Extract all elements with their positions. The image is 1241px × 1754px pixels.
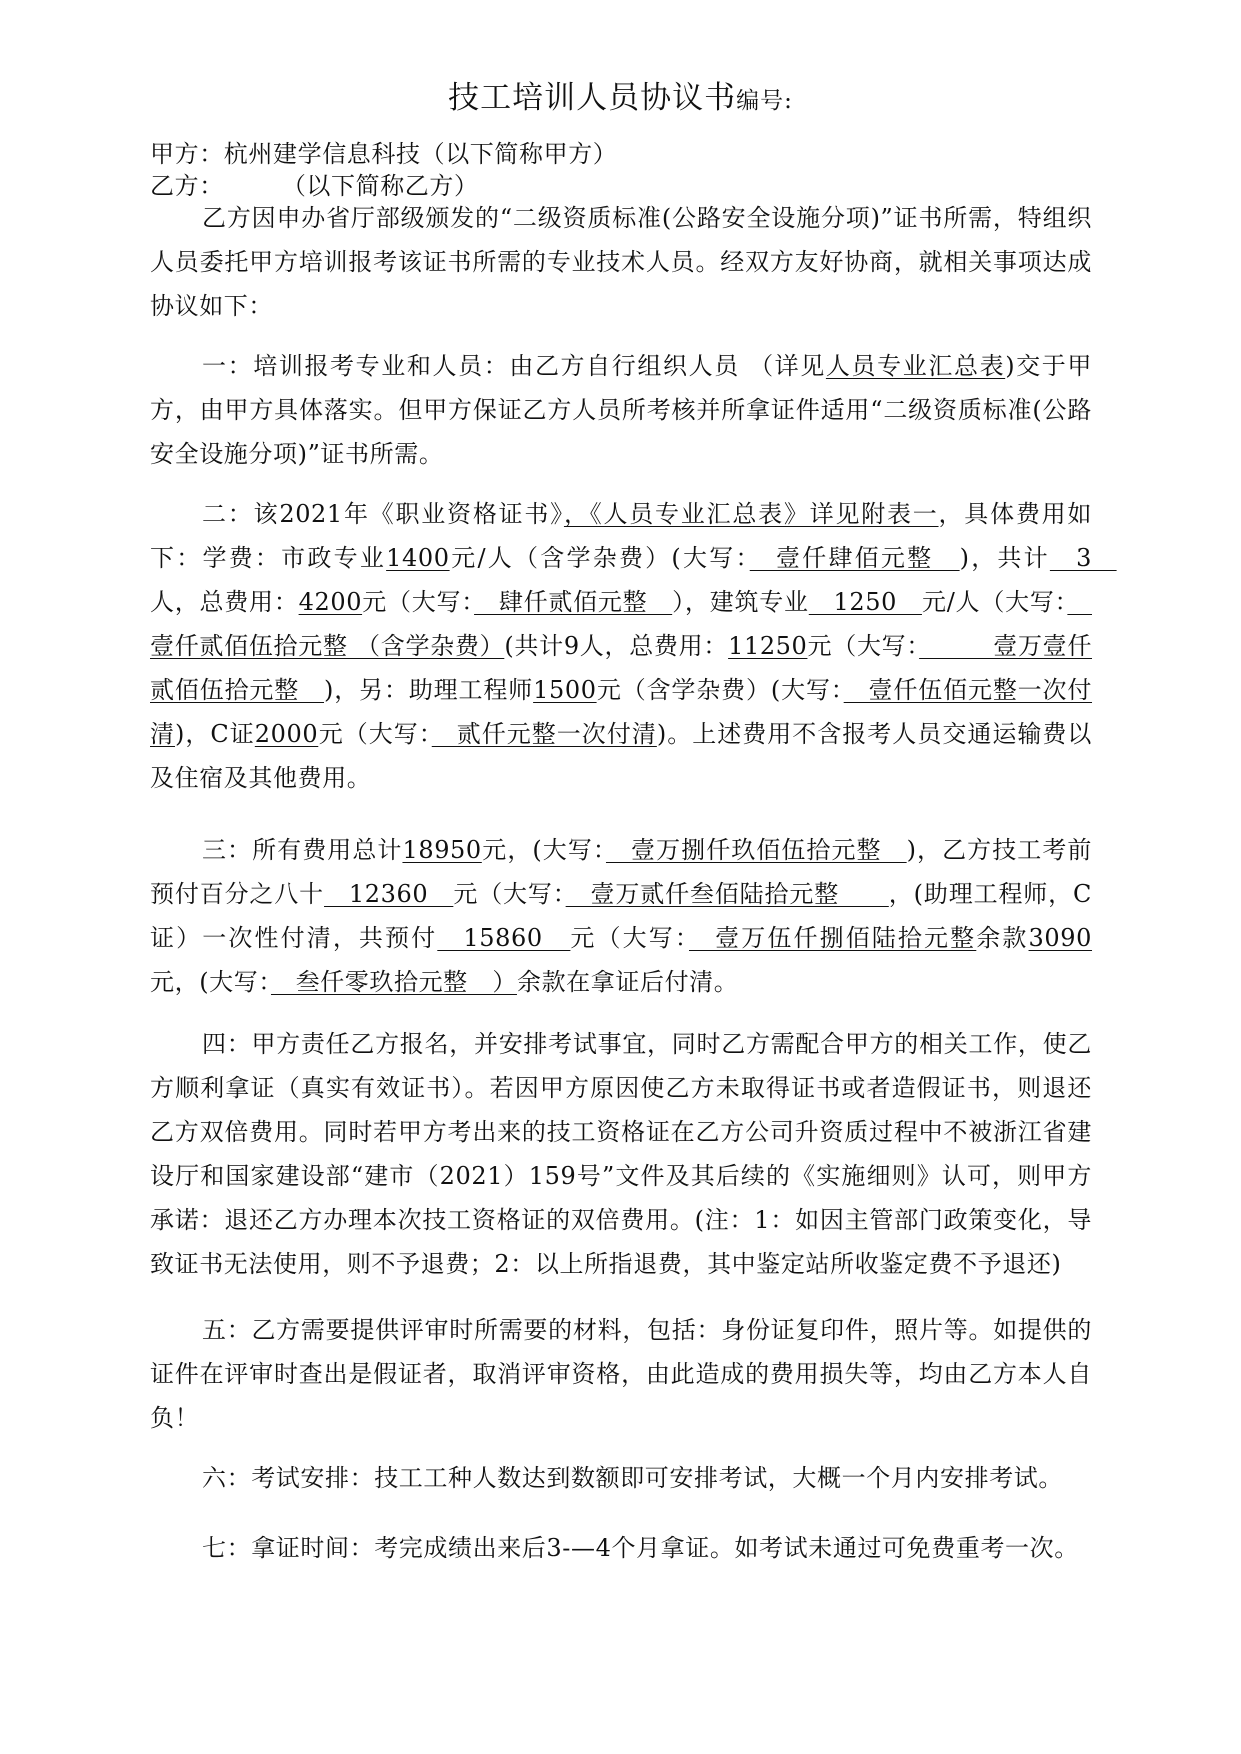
document-title-line: [0, 76, 1241, 123]
clause-five: 五：乙方需要提供评审时所需要的材料，包括：身份证复印件，照片等。如提供的证件在评审时查出是假证者，取消评审资格，由此造成的费用损失等，均由乙方本人自负！: [150, 1316, 1092, 1432]
clause-seven: 七：拿证时间：考完成绩出来后3-—4个月拿证。如考试未通过可免费重考一次。: [202, 1534, 1079, 1562]
clause-one: [150, 344, 1092, 476]
clause-three-text: 余款: [976, 924, 1029, 952]
party-b-suffix: （以下简称乙方）: [281, 172, 479, 200]
clause-one-text-b: )交于甲方，由甲方具体落实。但甲方保证乙方人员所考核并所拿证件适用“二级资质标准(公路安全设施分项)”证书所需。: [150, 352, 1092, 468]
document-number-label: 编号:: [736, 88, 793, 114]
municipal-fee: 1400: [386, 544, 450, 572]
clause-three-text: )，乙方技工考前预付百分之八十: [150, 836, 1092, 908]
construction-fee-words: 壹仟贰佰伍拾元整 （含学杂费）: [150, 588, 1092, 660]
clause-two-text: (共计9人，总费用：: [504, 632, 729, 660]
clause-three-text: ，(助理工程师，C证）一次性付清，共预付: [150, 880, 1092, 952]
construction-fee: 1250: [808, 588, 922, 616]
municipal-total-words: 肆仟贰佰元整: [474, 588, 673, 616]
municipal-total: 4200: [298, 588, 363, 616]
clause-two-text: 二：该2021年《职业资格证书》: [202, 500, 564, 528]
balance: 3090: [1028, 924, 1093, 952]
grand-total-words: 壹万捌仟玖佰伍拾元整: [605, 836, 907, 864]
party-b-prefix: 乙方：: [150, 172, 224, 200]
prepayment-80: 12360: [324, 880, 454, 908]
clause-three-text: 余款在拿证后付清。: [516, 968, 739, 996]
total-prepaid: 15860: [437, 924, 571, 952]
clause-two-text: 元/人（含学杂费）(大写：: [449, 544, 750, 572]
municipal-fee-words: 壹仟肆佰元整: [749, 544, 960, 572]
clause-three-text: 三：所有费用总计: [202, 836, 403, 864]
clause-six: 六：考试安排：技工工种人数达到数额即可安排考试，大概一个月内安排考试。: [202, 1464, 1063, 1492]
construction-total: 11250: [728, 632, 808, 660]
clause-two-text: ），建筑专业: [672, 588, 809, 616]
party-a-line: 甲方：杭州建学信息科技（以下简称甲方）: [150, 140, 618, 168]
clause-two-text: 元（大写：: [362, 588, 475, 616]
clause-three: [150, 828, 1092, 1004]
clause-four: 四：甲方责任乙方报名，并安排考试事宜，同时乙方需配合甲方的相关工作，使乙方顺利拿证（真实有效证书）。若因甲方原因使乙方未取得证书或者造假证书，则退还乙方双倍费用。同时若甲方考出来的技工资格证在乙方公司升资质过程中不被浙江省建设厅和国家建设部“建市（2021）159号”文件及其后续的《实施细则》认可，则甲方承诺：退还乙方办理本次技工资格证的双倍费用。(注：1：如因主管部门政策变化，导致证书无法使用，则不予退费；2：以上所指退费，其中鉴定站所收鉴定费不予退还): [150, 1030, 1092, 1278]
assistant-engineer-fee: 1500: [533, 676, 597, 704]
clause-one-personnel-table: 人员专业汇总表: [825, 352, 1006, 380]
c-cert-fee: 2000: [254, 720, 319, 748]
document-title: 技工培训人员协议书: [448, 80, 737, 116]
clause-two-text: 元（大写：: [807, 632, 920, 660]
clause-two-text: )，另：助理工程师: [324, 676, 534, 704]
clause-two-text: )，C证: [175, 720, 255, 748]
clause-two-text: )，共计: [959, 544, 1050, 572]
clause-two-text: ，具体费用如下：学费：市政专业: [150, 500, 1092, 572]
clause-three-text: 元（大写：: [570, 924, 689, 952]
clause-two-appendix: ，《人员专业汇总表》详见附表一: [563, 500, 939, 528]
assistant-engineer-fee-words: 壹仟伍佰元整一次付清: [150, 676, 1093, 748]
clause-two-text: )。上述费用不含报考人员交通运输费以及住宿及其他费用。: [150, 720, 1092, 792]
clause-two: [150, 492, 1117, 800]
clause-three-text: 元，(大写：: [481, 836, 606, 864]
clause-one-text-a: 一：培训报考专业和人员：由乙方自行组织人员 （详见: [202, 352, 826, 380]
clause-two-text: 人，总费用：: [150, 588, 299, 616]
clause-two-text: 元（含学杂费）(大写：: [596, 676, 844, 704]
intro-paragraph: 乙方因申办省厅部级颁发的“二级资质标准(公路安全设施分项)”证书所需，特组织人员委托甲方培训报考该证书所需的专业技术人员。经双方友好协商，就相关事项达成协议如下：: [150, 204, 1092, 320]
total-prepaid-words: 壹万伍仟捌佰陆拾元整: [689, 924, 977, 952]
municipal-count: 3: [1049, 544, 1117, 572]
clause-two-text: 元/人（大写：: [921, 588, 1068, 616]
clause-two-text: 元（大写：: [318, 720, 432, 748]
clause-three-text: 元（大写：: [453, 880, 566, 908]
clause-three-text: 元，(大写：: [150, 968, 271, 996]
c-cert-fee-words: 贰仟元整一次付清: [431, 720, 657, 748]
prepayment-80-words: 壹万贰仟叁佰陆拾元整: [565, 880, 889, 908]
balance-words: 叁仟零玖拾元整 ）: [270, 968, 517, 996]
grand-total: 18950: [402, 836, 482, 864]
construction-total-words: 壹万壹仟贰佰伍拾元整: [150, 632, 1092, 704]
